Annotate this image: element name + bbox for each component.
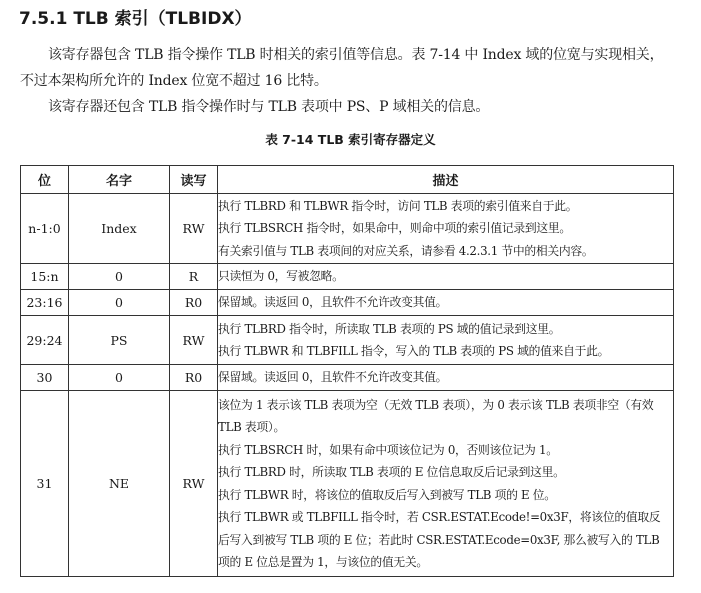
- paragraph-1-line-2: 不过本架构所允许的 Index 位宽不超过 16 比特。: [20, 73, 328, 89]
- cell-name: NE: [69, 391, 170, 577]
- cell-rw: R: [170, 264, 218, 290]
- paragraph-1-line-1: 该寄存器包含 TLB 指令操作 TLB 时相关的索引值等信息。表 7-14 中 Index 域的位宽与实现相关，: [48, 47, 664, 63]
- desc-line: 保留域。读返回 0，且软件不允许改变其值。: [218, 295, 448, 310]
- desc-line: TLB 表项）。: [218, 420, 286, 434]
- table-caption: 表 7-14 TLB 索引寄存器定义: [265, 132, 436, 147]
- table-header-row: [21, 166, 674, 194]
- cell-name: PS: [69, 316, 170, 365]
- cell-name: 0: [69, 365, 170, 391]
- cell-name: Index: [69, 194, 170, 264]
- header-name: 名字: [69, 166, 170, 194]
- cell-desc: [218, 316, 674, 365]
- desc-line: 执行 TLBRD 时，所读取 TLB 表项的 E 位信息取反后记录到这里。: [218, 465, 565, 479]
- paragraph-2-line-1: 该寄存器还包含 TLB 指令操作时与 TLB 表项中 PS、P 域相关的信息。: [48, 99, 490, 115]
- register-table: [20, 165, 674, 577]
- desc-line: 只读恒为 0，写被忽略。: [218, 269, 344, 284]
- cell-rw: R0: [170, 365, 218, 391]
- desc-line: 后写入到被写 TLB 项的 E 位；若此时 CSR.ESTAT.Ecode=0x3F, 那么被写入的 TLB: [218, 532, 660, 547]
- section-title: 7.5.1 TLB 索引（TLBIDX）: [19, 9, 252, 29]
- desc-line: 保留域。读返回 0，且软件不允许改变其值。: [218, 370, 448, 385]
- cell-bit: 15:n: [21, 264, 69, 290]
- cell-rw: R0: [170, 290, 218, 316]
- table-row: [21, 290, 674, 316]
- cell-rw: RW: [170, 194, 218, 264]
- cell-name: 0: [69, 290, 170, 316]
- cell-desc: [218, 264, 674, 290]
- table-row: [21, 316, 674, 365]
- cell-rw: RW: [170, 391, 218, 577]
- cell-bit: 23:16: [21, 290, 69, 316]
- desc-line: 执行 TLBRD 和 TLBWR 指令时，访问 TLB 表项的索引值来自于此。: [218, 198, 578, 213]
- cell-desc: [218, 365, 674, 391]
- desc-line: 该位为 1 表示该 TLB 表项为空（无效 TLB 表项），为 0 表示该 TLB 表项非空（有效: [218, 397, 654, 412]
- table-row: [21, 391, 674, 577]
- table-row: [21, 365, 674, 391]
- desc-line: 执行 TLBSRCH 时，如果有命中项该位记为 0，否则该位记为 1。: [218, 442, 558, 457]
- header-desc: 描述: [218, 166, 674, 194]
- cell-desc: [218, 194, 674, 264]
- desc-line: 执行 TLBWR 或 TLBFILL 指令时，若 CSR.ESTAT.Ecode!=0x3F，将该位的值取反: [218, 510, 661, 524]
- header-rw: 读写: [170, 166, 218, 194]
- cell-bit: n-1:0: [21, 194, 69, 264]
- cell-bit: 29:24: [21, 316, 69, 365]
- desc-line: 执行 TLBWR 和 TLBFILL 指令，写入的 TLB 表项的 PS 域的值来自于此。: [218, 344, 610, 358]
- table-row: [21, 194, 674, 264]
- cell-desc: [218, 290, 674, 316]
- cell-rw: RW: [170, 316, 218, 365]
- cell-name: 0: [69, 264, 170, 290]
- cell-bit: 31: [21, 391, 69, 577]
- paragraph-1: [20, 42, 680, 94]
- desc-line: 执行 TLBWR 时，将该位的值取反后写入到被写 TLB 项的 E 位。: [218, 487, 556, 502]
- table-row: [21, 264, 674, 290]
- desc-line: 有关索引值与 TLB 表项间的对应关系，请参看 4.2.3.1 节中的相关内容。: [218, 243, 594, 258]
- desc-line: 执行 TLBRD 指令时，所读取 TLB 表项的 PS 域的值记录到这里。: [218, 321, 561, 336]
- header-bit: 位: [21, 166, 69, 194]
- desc-line: 项的 E 位总是置为 1，与该位的值无关。: [218, 555, 428, 569]
- cell-desc: [218, 391, 674, 577]
- paragraph-2: [20, 94, 680, 120]
- desc-line: 执行 TLBSRCH 指令时，如果命中，则命中项的索引值记录到这里。: [218, 221, 571, 236]
- cell-bit: 30: [21, 365, 69, 391]
